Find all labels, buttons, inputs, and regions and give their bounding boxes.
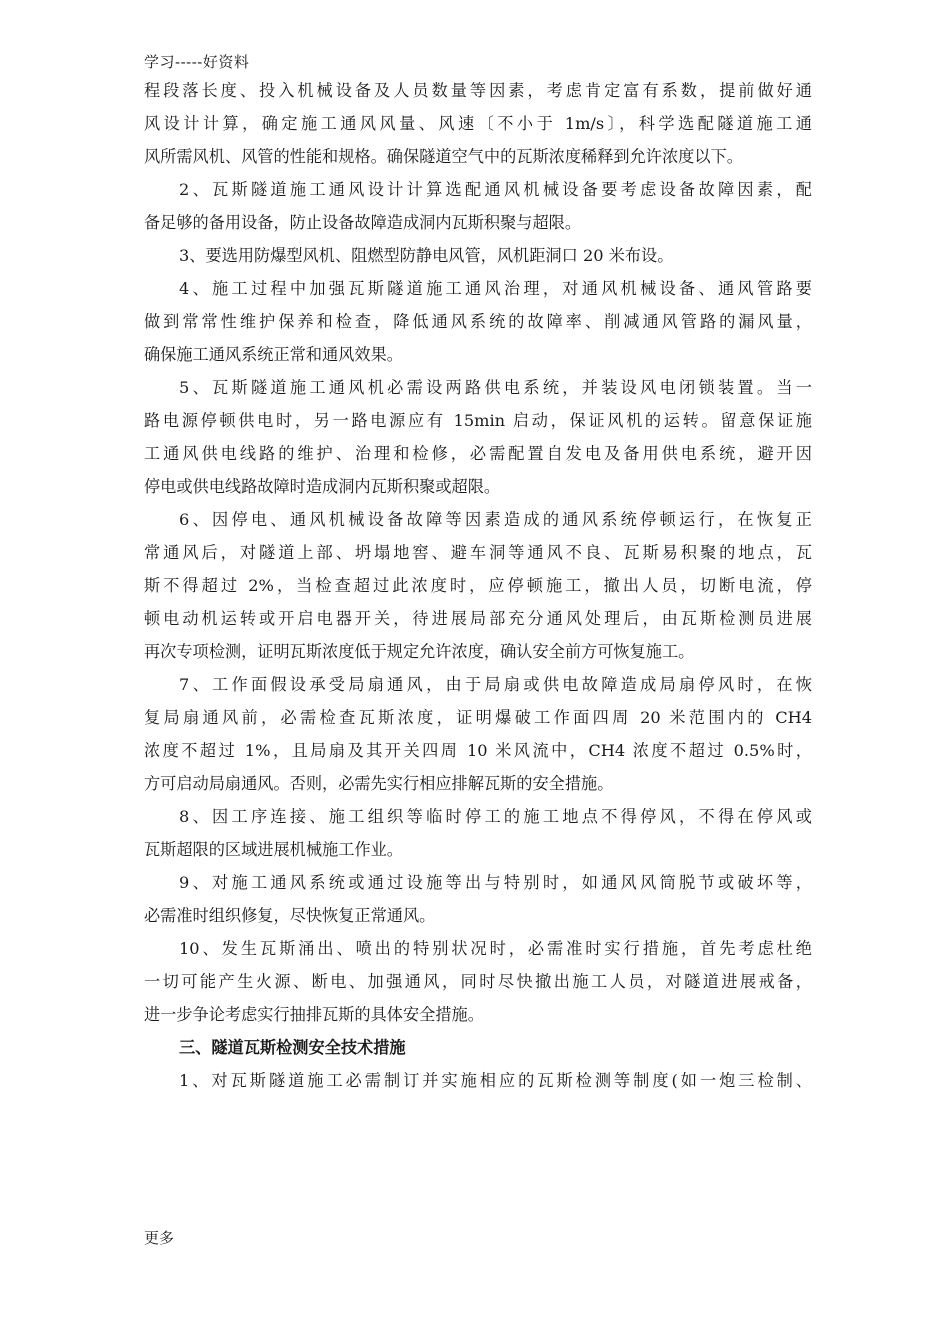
page-header-label: 学习-----好资料 [144,53,250,71]
text-line: 方可启动局扇通风。否则，必需先实行相应排解瓦斯的安全措施。 [144,774,614,793]
section-heading: 三、隧道瓦斯检测安全技术措施 [179,1038,406,1057]
text-line: 顿电动机运转或开启电器开关，待进展局部充分通风处理后，由瓦斯检测员进展 [144,609,812,628]
text-line: 浓度不超过 1%，且局扇及其开关四周 10 米风流中，CH4 浓度不超过 0.5%时， [144,741,812,760]
text-line: 风所需风机、风管的性能和规格。确保隧道空气中的瓦斯浓度稀释到允许浓度以下。 [144,147,743,166]
text-line: 风设计计算，确定施工通风风量、风速〔不小于 1m/s〕，科学选配隧道施工通 [144,114,812,133]
text-line: 斯不得超过 2%，当检查超过此浓度时，应停顿施工，撤出人员，切断电流，停 [144,576,812,595]
text-line: 再次专项检测，证明瓦斯浓度低于规定允许浓度，确认安全前方可恢复施工。 [144,642,695,661]
text-line: 进一步争论考虑实行抽排瓦斯的具体安全措施。 [144,1005,484,1024]
text-line: 路电源停顿供电时，另一路电源应有 15min 启动，保证风机的运转。留意保证施 [144,411,812,430]
text-line: 停电或供电线路故障时造成洞内瓦斯积聚或超限。 [144,477,501,496]
paragraph-9-line: 9、对施工通风系统或通过设施等出与特别时，如通风风筒脱节或破坏等， [179,873,812,892]
paragraph-6-line: 6、因停电、通风机械设备故障等因素造成的通风系统停顿运行，在恢复正 [179,510,812,529]
paragraph-3-line: 3、要选用防爆型风机、阻燃型防静电风管，风机距洞口 20 米布设。 [179,246,674,265]
paragraph-7-line: 7、工作面假设承受局扇通风，由于局扇或供电故障造成局扇停风时，在恢 [179,675,812,694]
text-line: 复局扇通风前，必需检查瓦斯浓度，证明爆破工作面四周 20 米范围内的 CH4 [144,708,812,727]
text-line: 瓦斯超限的区域进展机械施工作业。 [144,840,403,859]
page-footer-label: 更多 [144,1229,175,1247]
text-line: 做到常常性维护保养和检查，降低通风系统的故障率、削减通风管路的漏风量， [144,312,812,331]
text-line: 工通风供电线路的维护、治理和检修，必需配置自发电及备用供电系统，避开因 [144,444,812,463]
text-line: 一切可能产生火源、断电、加强通风，同时尽快撤出施工人员，对隧道进展戒备， [144,972,812,991]
text-line: 备足够的备用设备，防止设备故障造成洞内瓦斯积聚与超限。 [144,213,582,232]
text-line: 必需准时组织修复，尽快恢复正常通风。 [144,906,436,925]
section-3-paragraph-1-line: 1、对瓦斯隧道施工必需制订并实施相应的瓦斯检测等制度(如一炮三检制、 [179,1071,812,1090]
paragraph-2-line: 2、瓦斯隧道施工通风设计计算选配通风机械设备要考虑设备故障因素，配 [179,180,812,199]
text-line: 常通风后，对隧道上部、坍塌地窖、避车洞等通风不良、瓦斯易积聚的地点，瓦 [144,543,812,562]
paragraph-5-line: 5、瓦斯隧道施工通风机必需设两路供电系统，并装设风电闭锁装置。当一 [179,378,812,397]
paragraph-4-line: 4、施工过程中加强瓦斯隧道施工通风治理，对通风机械设备、通风管路要 [179,279,812,298]
text-line: 程段落长度、投入机械设备及人员数量等因素，考虑肯定富有系数，提前做好通 [144,81,812,100]
paragraph-8-line: 8、因工序连接、施工组织等临时停工的施工地点不得停风，不得在停风或 [179,807,812,826]
text-line: 确保施工通风系统正常和通风效果。 [144,345,403,364]
paragraph-10-line: 10、发生瓦斯涌出、喷出的特别状况时，必需准时实行措施，首先考虑杜绝 [179,939,812,958]
document-body [144,74,812,1097]
